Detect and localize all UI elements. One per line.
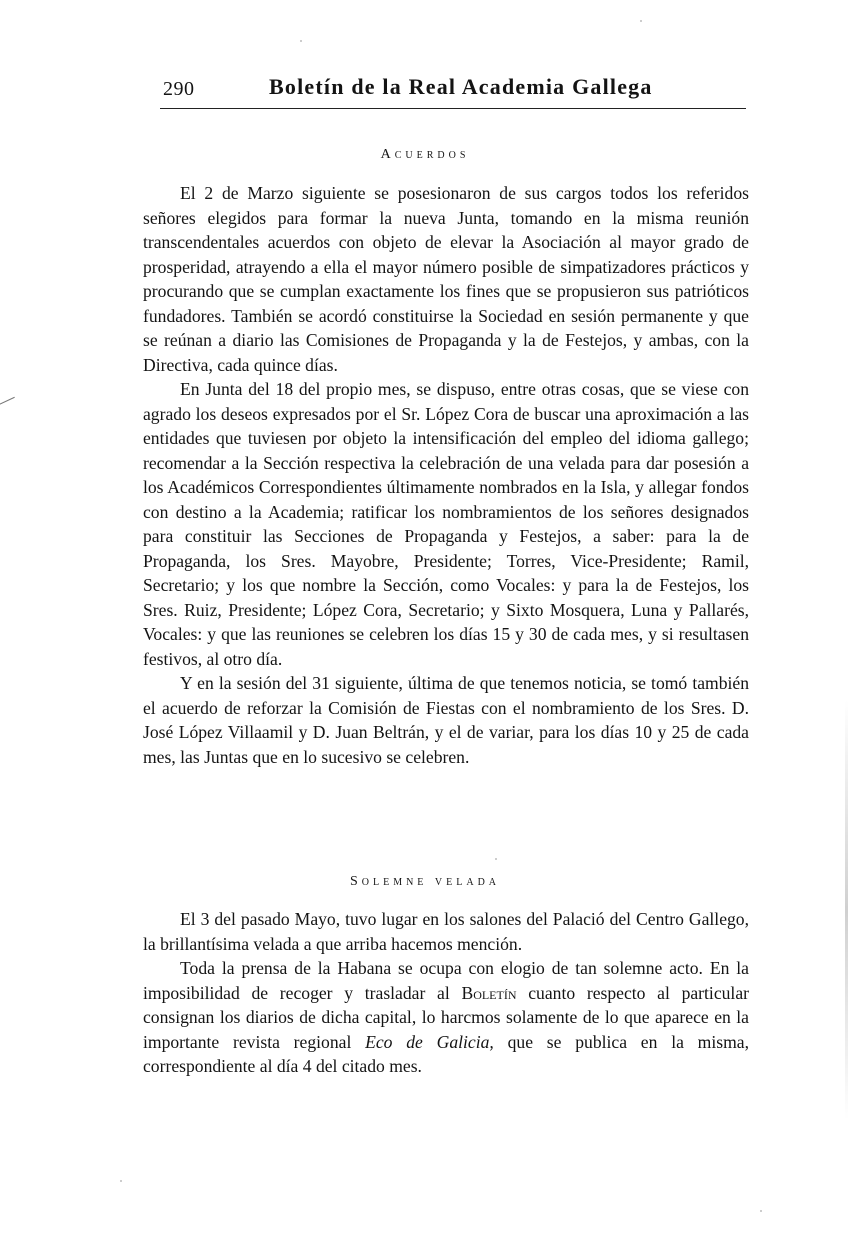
paragraph: El 2 de Marzo siguiente se posesionaron de sus cargos todos los referidos señores elegidos para formar la nueva Junta, tomando en la misma reunión transcendentales acuerdos con objeto de elevar la Asociación al mayor grado de prosperidad, atrayendo a ella el mayor número posible de simpatizadores prácticos y procurando que se cumplan exactamente los fines que se propusieron sus patrióticos fundadores. También se acordó constituirse la Sociedad en sesión permanente y que se reúnan a diario las Comisiones de Propaganda y la de Festejos, y ambas, con la Directiva, cada quince días.: [143, 183, 749, 375]
paragraph: Y en la sesión del 31 siguiente, última de que tenemos noticia, se tomó también el acuerdo de reforzar la Comisión de Fiestas con el nombramiento de los Sres. D. José López Villaamil y D. Juan Beltrán, y el de variar, para los días 10 y 25 de cada mes, las Juntas que en lo sucesivo se celebren.: [143, 673, 749, 767]
section-heading-acuerdos: Acuerdos: [380, 147, 470, 162]
acuerdos-body: [143, 181, 749, 769]
velada-body: [143, 907, 749, 1079]
page-header: [163, 74, 748, 106]
scan-speck: [120, 1180, 122, 1182]
scan-edge-shadow: [845, 700, 848, 1120]
boletin-reference: Boletín: [461, 982, 517, 1003]
header-rule: [160, 108, 746, 109]
scan-margin-mark: [0, 397, 20, 416]
text-run: que se publica en la misma, correspondiente al día 4 del citado mes.: [143, 1031, 749, 1076]
text-run: cuanto respecto al particular consignan los diarios de dicha capital, lo harcmos solamente de lo que aparece en la importante revista regional: [143, 982, 749, 1052]
scan-speck: [300, 40, 302, 42]
scan-speck: [640, 20, 642, 22]
paragraph: [143, 956, 749, 1079]
scan-speck: [760, 1210, 762, 1212]
paragraph: En Junta del 18 del propio mes, se dispuso, entre otras cosas, que se viese con agrado los deseos expresados por el Sr. López Cora de buscar una aproximación a las entidades que tuviesen por objeto la intensificación del empleo del idioma gallego; recomendar a la Sección respectiva la celebración de una velada para dar posesión a los Académicos Correspondientes últimamente nombrados en la Isla, y allegar fondos con destino a la Academia; ratificar los nombramientos de los señores designados para constituir las Secciones de Propaganda y Festejos, a saber: para la de Propaganda, los Sres. Mayobre, Presidente; Torres, Vice-Presidente; Ramil, Secretario; y los que nombre la Sección, como Vocales: y para la de Festejos, los Sres. Ruiz, Presidente; López Cora, Secretario; y Sixto Mosquera, Luna y Pallarés, Vocales: y que las reuniones se celebren los días 15 y 30 de cada mes, y si resultasen festivos, al otro día.: [143, 379, 749, 669]
page-number: 290: [163, 78, 195, 100]
text-run: Toda la prensa de la Habana se ocupa con elogio de tan solemne acto. En la imposibilidad de recoger y trasladar al: [143, 958, 749, 1003]
running-title: Boletín de la Real Academia Gallega: [269, 74, 653, 99]
scan-speck: [495, 858, 497, 860]
paragraph: El 3 del pasado Mayo, tuvo lugar en los salones del Palació del Centro Gallego, la brillantísima velada a que arriba hacemos mención.: [143, 909, 749, 954]
section-heading-velada: Solemne velada: [349, 874, 501, 889]
publication-title: Eco de Galicia,: [365, 1031, 494, 1052]
